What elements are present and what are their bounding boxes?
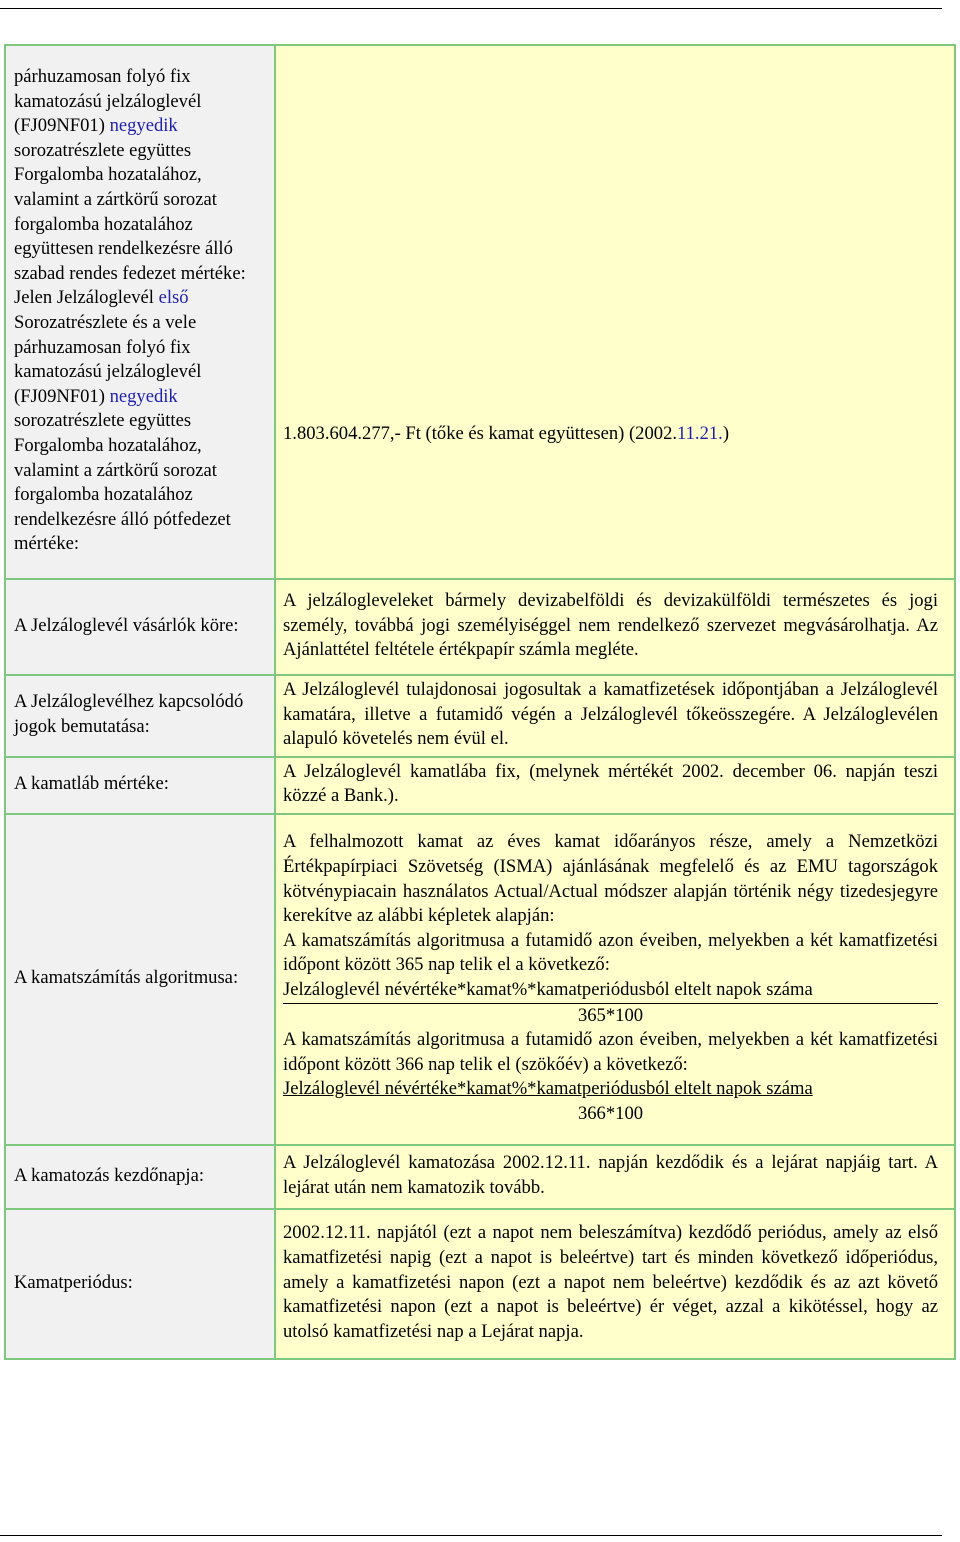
jogok-value: A Jelzáloglevél tulajdonosai jogosultak a kamatfizetések időpontjában a Jelzáloglevél kamatára, illetve a futamidő végén a Jelzáloglevél tőkeösszegére. A Jelzáloglevélen alapuló követelés nem évül el. [275,675,955,757]
top-rule [0,8,942,9]
fedezet-label: párhuzamosan folyó fix kamatozású jelzáloglevél (FJ09NF01) negyedik sorozatrészlete együttes Forgalomba hozatalához, valamint a zártkörű sorozat forgalomba hozatalához együttesen rendelkezésre álló szabad rendes fedezet mértéke: Jelen Jelzáloglevél első Sorozatrészlete és a vele párhuzamosan folyó fix kamatozású jelzáloglevél (FJ09NF01) negyedik sorozatrészlete együttes Forgalomba hozatalához, valamint a zártkörű sorozat forgalomba hozatalához rendelkezésre álló pótfedezet mértéke: [5,45,275,579]
table-row [5,1145,955,1209]
algoritmus-value [275,814,955,1145]
table-row [5,814,955,1145]
table-row [5,45,955,579]
kamatlab-label: A kamatláb mértéke: [5,757,275,814]
jogok-label: A Jelzáloglevélhez kapcsolódó jogok bemutatása: [5,675,275,757]
algoritmus-case-365: A kamatszámítás algoritmusa a futamidő azon éveiben, melyekben a két kamatfizetési időpont között 365 nap telik el a következő: [283,929,938,976]
formula-365-numerator: Jelzáloglevél névértéke*kamat%*kamatperiódusból eltelt napok száma [283,978,938,1004]
table-row [5,757,955,814]
kamatperiodus-label: Kamatperiódus: [5,1209,275,1359]
bottom-rule [0,1535,942,1536]
table-row [5,675,955,757]
table-row [5,579,955,675]
vasarlok-value: A jelzálogleveleket bármely devizabelföldi és devizakülföldi természetes és jogi személy, továbbá jogi személyiséggel nem rendelkező szervezet megvásárolhatja. Az Ajánlattétel feltétele értékpapír számla megléte. [275,579,955,675]
kezdonap-label: A kamatozás kezdőnapja: [5,1145,275,1209]
algoritmus-case-366: A kamatszámítás algoritmusa a futamidő azon éveiben, melyekben a két kamatfizetési időpont között 366 nap telik el (szökőév) a következő: [283,1029,938,1075]
kezdonap-value: A Jelzáloglevél kamatozása 2002.12.11. napján kezdődik és a lejárat napjáig tart. A lejárat után nem kamatozik tovább. [275,1145,955,1209]
kamatperiodus-value: 2002.12.11. napjától (ezt a napot nem beleszámítva) kezdődő periódus, amely az első kamatfizetési napig (ezt a napot is beleértve) tart és minden következő időperiódus, amely a kamatfizetési napon (ezt a napot nem beleértve) kezdődik és az azt követő kamatfizetési napon (ezt a napot is beleértve) ér véget, azzal a kikötéssel, hogy az utolsó kamatfizetési nap a Lejárat napja. [275,1209,955,1359]
fedezet-value: 1.803.604.277,- Ft (tőke és kamat együttesen) (2002.11.21.) [275,45,955,579]
algoritmus-label: A kamatszámítás algoritmusa: [5,814,275,1145]
vasarlok-label: A Jelzáloglevél vásárlók köre: [5,579,275,675]
prospectus-table [4,44,956,1360]
formula-366-numerator: Jelzáloglevél névértéke*kamat%*kamatperiódusból eltelt napok száma [283,1078,813,1100]
algoritmus-intro: A felhalmozott kamat az éves kamat időarányos része, amely a Nemzetközi Értékpapírpiaci Szövetség (ISMA) ajánlásának megfelelő és az EMU tagországok kötvénypiacain használatos Actual/Actual módszer alapján történik négy tizedesjegyre kerekítve az alábbi képletek alapján: [283,831,938,927]
kamatlab-value: A Jelzáloglevél kamatlába fix, (melynek mértékét 2002. december 06. napján teszi közzé a Bank.). [275,757,955,814]
table-row [5,1209,955,1359]
formula-365-denominator: 365*100 [577,1004,644,1026]
formula-366-denominator: 366*100 [577,1102,644,1124]
